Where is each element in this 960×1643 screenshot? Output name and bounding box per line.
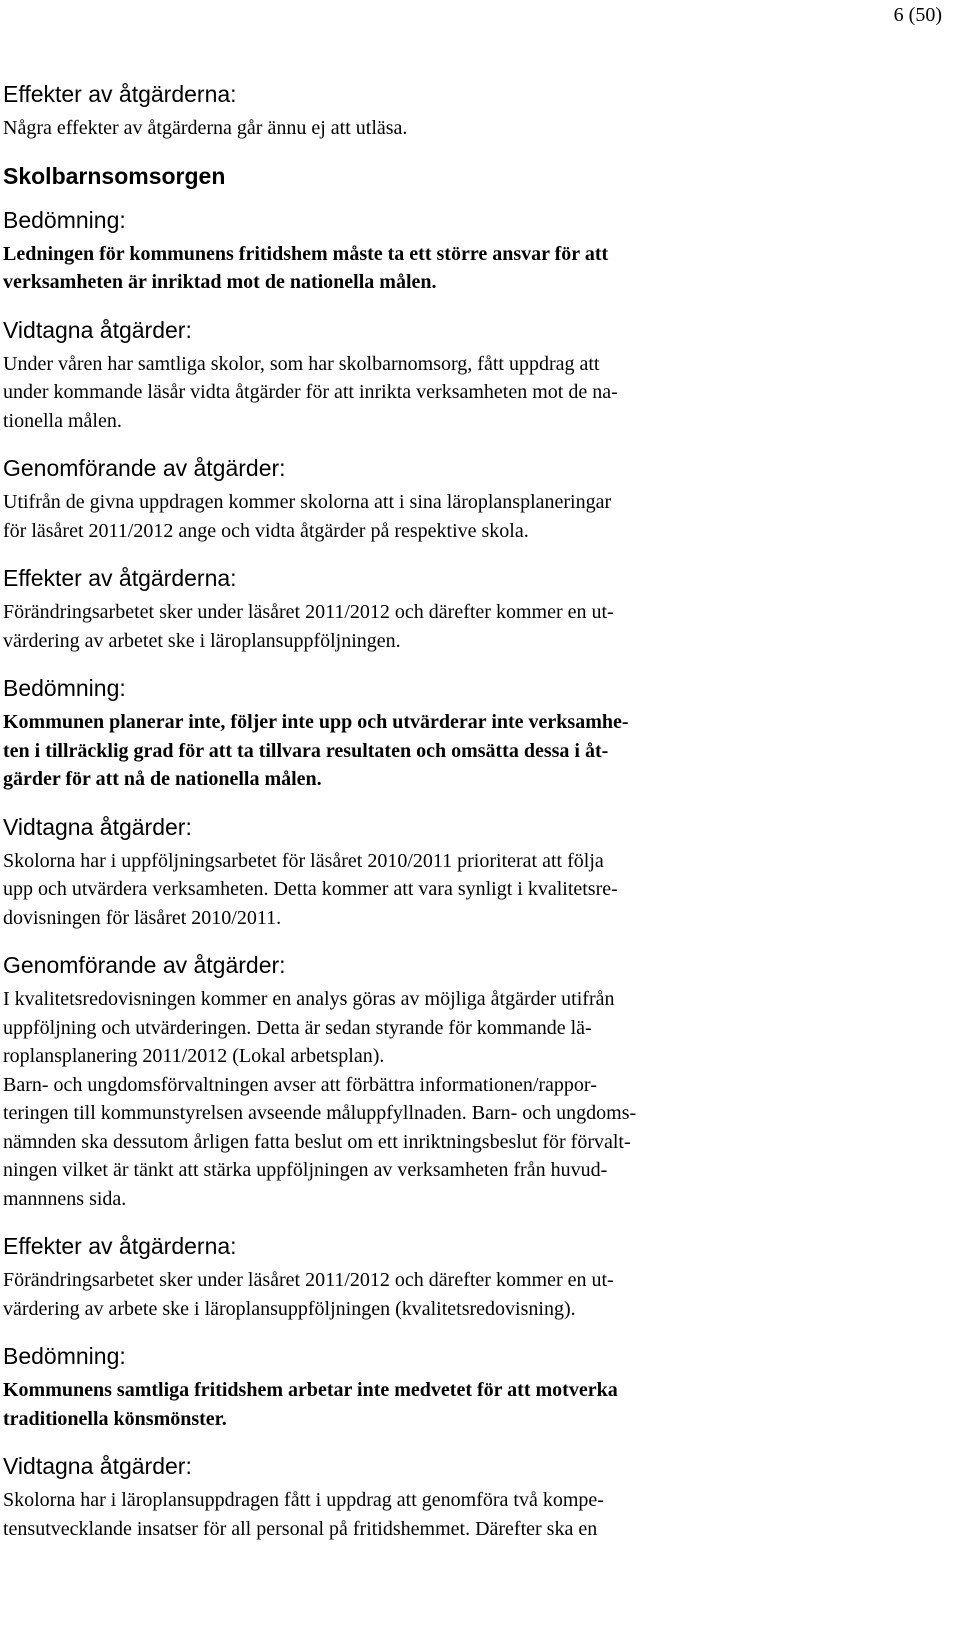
page-number: 6 (50) xyxy=(893,4,942,26)
heading-block xyxy=(3,79,758,109)
document-body xyxy=(3,79,758,1561)
subheading: Bedömning: xyxy=(3,675,126,701)
text-line: tensutvecklande insatser för all personal på fritidshemmet. Därefter ska en xyxy=(3,1517,598,1540)
text-line: Utifrån de givna uppdragen kommer skolorna att i sina läroplansplaneringar xyxy=(3,491,612,513)
assessment-block xyxy=(3,1376,758,1433)
text-line: traditionella könsmönster. xyxy=(3,1407,227,1430)
subheading: Genomförande av åtgärder: xyxy=(3,455,286,481)
subheading: Bedömning: xyxy=(3,206,126,233)
subheading: Vidtagna åtgärder: xyxy=(3,1453,192,1479)
paragraph xyxy=(3,985,758,1213)
text-line: ningen vilket är tänkt att stärka uppföljningen av verksamheten från huvud- xyxy=(3,1159,608,1181)
text-line: dovisningen för läsåret 2010/2011. xyxy=(3,906,282,929)
paragraph xyxy=(3,598,758,655)
heading-block xyxy=(3,315,758,345)
heading-block xyxy=(3,563,758,593)
text-line: teringen till kommunstyrelsen avseende måluppfyllnaden. Barn- och ungdoms- xyxy=(3,1102,637,1124)
text-line: för läsåret 2011/2012 ange och vidta åtgärder på respektive skola. xyxy=(3,519,529,542)
text-line: Under våren har samtliga skolor, som har skolbarnomsorg, fått uppdrag att xyxy=(3,352,600,375)
subheading: Effekter av åtgärderna: xyxy=(3,565,237,591)
heading-block xyxy=(3,812,758,842)
subheading: Effekter av åtgärderna: xyxy=(3,81,237,107)
text-line: Barn- och ungdomsförvaltningen avser att förbättra informationen/rappor- xyxy=(3,1073,597,1096)
text-line: under kommande läsår vidta åtgärder för att inrikta verksamheten mot de na- xyxy=(3,381,618,403)
text-line: värdering av arbete ske i läroplansuppföljningen (kvalitetsredovisning). xyxy=(3,1297,576,1320)
heading-block xyxy=(3,1231,758,1261)
subheading: Effekter av åtgärderna: xyxy=(3,1233,237,1259)
text-line: Skolorna har i läroplansuppdragen fått i uppdrag att genomföra två kompe- xyxy=(3,1489,604,1511)
subheading: Bedömning: xyxy=(3,1343,126,1369)
text-line: verksamheten är inriktad mot de nationella målen. xyxy=(3,271,437,293)
text-line: mannnens sida. xyxy=(3,1187,127,1210)
heading-block xyxy=(3,950,758,980)
paragraph xyxy=(3,847,758,933)
text-line: upp och utvärdera verksamheten. Detta kommer att vara synligt i kvalitetsre- xyxy=(3,878,618,900)
assessment-block xyxy=(3,240,758,297)
text-line: I kvalitetsredovisningen kommer en analys göras av möjliga åtgärder utifrån xyxy=(3,988,615,1010)
paragraph xyxy=(3,1486,758,1543)
heading-block xyxy=(3,453,758,483)
section-block xyxy=(3,161,758,191)
subheading: Genomförande av åtgärder: xyxy=(3,952,286,978)
heading-block xyxy=(3,205,758,235)
text-line: tionella målen. xyxy=(3,409,122,432)
text-line: gärder för att nå de nationella målen. xyxy=(3,768,322,790)
subheading: Vidtagna åtgärder: xyxy=(3,813,192,840)
paragraph xyxy=(3,350,758,436)
text-line: Förändringsarbetet sker under läsåret 2011/2012 och därefter kommer en ut- xyxy=(3,1269,614,1291)
section-title: Skolbarnsomsorgen xyxy=(3,162,226,189)
subheading: Vidtagna åtgärder: xyxy=(3,316,192,343)
text-line: värdering av arbetet ske i läroplansuppföljningen. xyxy=(3,629,401,652)
text-line: roplansplanering 2011/2012 (Lokal arbetsplan). xyxy=(3,1045,385,1067)
text-line: Några effekter av åtgärderna går ännu ej att utläsa. xyxy=(3,117,408,139)
text-line: Ledningen för kommunens fritidshem måste ta ett större ansvar för att xyxy=(3,242,609,265)
heading-block xyxy=(3,1451,758,1481)
text-line: Förändringsarbetet sker under läsåret 2011/2012 och därefter kommer en ut- xyxy=(3,601,614,623)
text-line: Kommunen planerar inte, följer inte upp och utvärderar inte verksamhe- xyxy=(3,711,629,733)
text-line: uppföljning och utvärderingen. Detta är sedan styrande för kommande lä- xyxy=(3,1016,592,1039)
text-line: nämnden ska dessutom årligen fatta beslut om ett inriktningsbeslut för förvalt- xyxy=(3,1130,631,1153)
heading-block xyxy=(3,1341,758,1371)
assessment-block xyxy=(3,708,758,794)
text-line: ten i tillräcklig grad för att ta tillvara resultaten och omsätta dessa i åt- xyxy=(3,739,609,762)
paragraph xyxy=(3,1266,758,1323)
text-line: Skolorna har i uppföljningsarbetet för läsåret 2010/2011 prioriterat att följa xyxy=(3,849,604,872)
text-line: Kommunens samtliga fritidshem arbetar inte medvetet för att motverka xyxy=(3,1379,618,1401)
heading-block xyxy=(3,673,758,703)
paragraph xyxy=(3,488,758,545)
paragraph xyxy=(3,114,758,143)
